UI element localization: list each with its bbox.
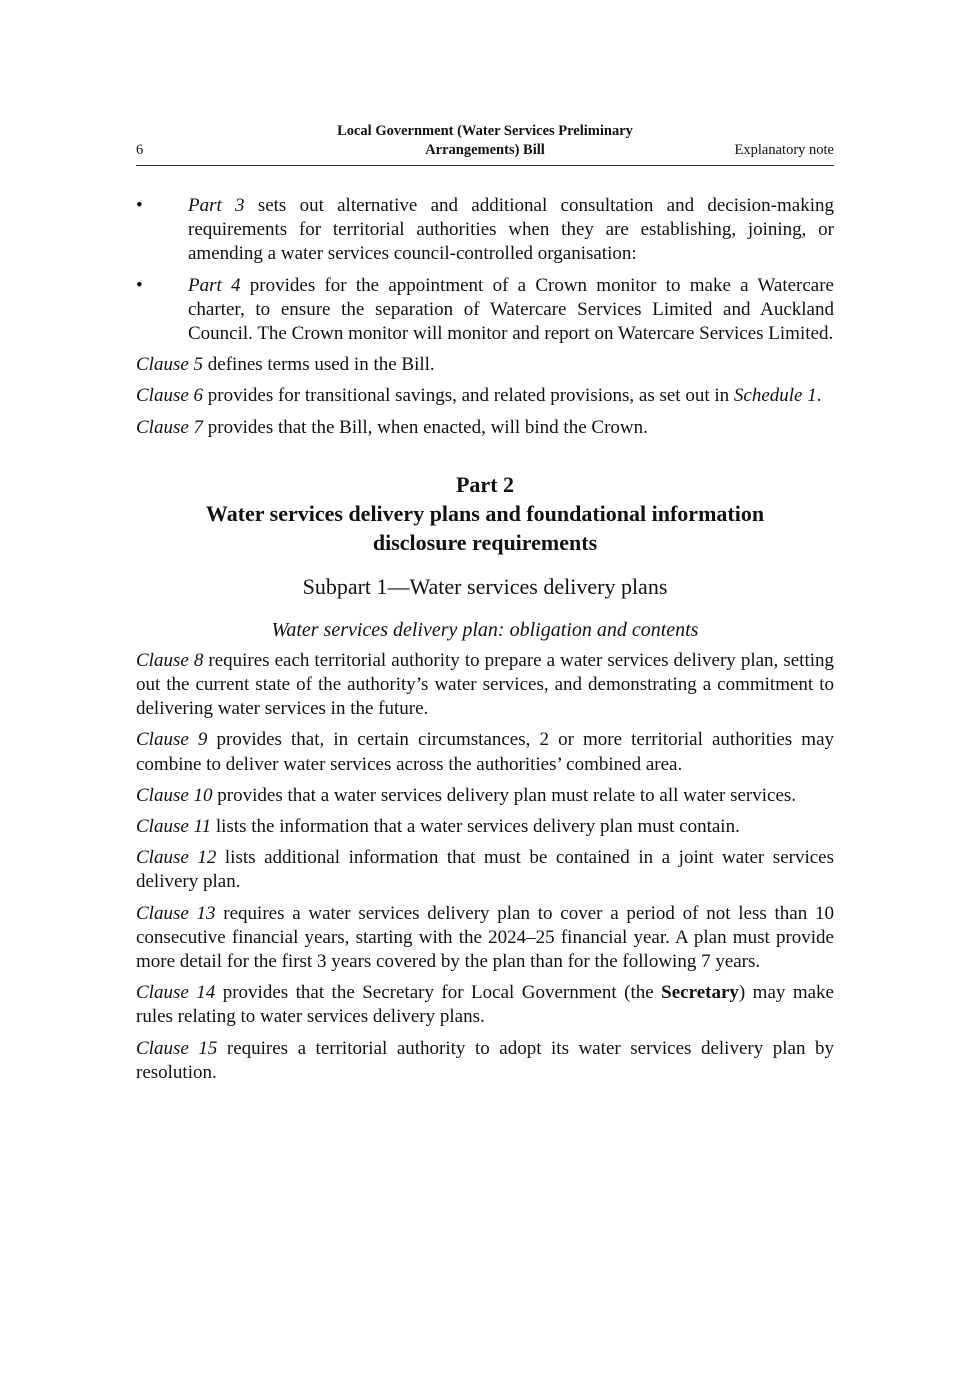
clause-paragraph: Clause 5 defines terms used in the Bill. bbox=[136, 354, 435, 376]
part-title: Water services delivery plans and foundational information disclosure requirements bbox=[205, 500, 765, 555]
part-label: Part 2 bbox=[455, 471, 515, 497]
clause-paragraph: Clause 10 provides that a water services delivery plan must relate to all water services. bbox=[136, 784, 797, 806]
running-header bbox=[136, 121, 834, 166]
clause-paragraph: Clause 8 requires each territorial authority to prepare a water services delivery plan, setting out the current state of the authority’s water services, and demonstrating a commitment to delivering water services in the future. bbox=[136, 649, 835, 720]
subpart-heading: Subpart 1—Water services delivery plans bbox=[302, 573, 668, 599]
clause-paragraph: Clause 6 provides for transitional savings, and related provisions, as set out in Schedule 1. bbox=[136, 385, 822, 407]
section-subheading: Water services delivery plan: obligation and contents bbox=[271, 618, 699, 641]
clause-paragraph: Clause 9 provides that, in certain circumstances, 2 or more territorial authorities may combine to deliver water services across the authorities’ combined area. bbox=[136, 729, 835, 775]
document-body bbox=[136, 194, 834, 1092]
bullet-item: • Part 3 sets out alternative and additional consultation and decision-making requirements for territorial authorities when they are establishing, joining, or amending a water services council-controlled organisation: bbox=[136, 195, 834, 265]
clause-paragraph: Clause 15 requires a territorial authority to adopt its water services delivery plan by resolution. bbox=[136, 1037, 835, 1083]
bullet-item: • Part 4 provides for the appointment of a Crown monitor to make a Watercare charter, to ensure the separation of Watercare Services Limited and Auckland Council. The Crown monitor will monitor and report on Watercare Services Limited. bbox=[136, 274, 834, 345]
clause-paragraph: Clause 7 provides that the Bill, when enacted, will bind the Crown. bbox=[136, 416, 648, 438]
header-section: Explanatory note bbox=[734, 142, 834, 158]
page-number: 6 bbox=[136, 142, 144, 158]
clause-paragraph: Clause 12 lists additional information that must be contained in a joint water services delivery plan. bbox=[136, 847, 834, 893]
clause-paragraph: Clause 14 provides that the Secretary for Local Government (the Secretary) may make rules relating to water services delivery plans. bbox=[136, 982, 834, 1028]
header-title: Local Government (Water Services Preliminary Arrangements) Bill bbox=[337, 123, 633, 158]
clause-paragraph: Clause 13 requires a water services delivery plan to cover a period of not less than 10 consecutive financial years, starting with the 2024–25 financial year. A plan must provide more detail for the first 3 years covered by the plan than for the following 7 years. bbox=[136, 902, 834, 973]
clause-paragraph: Clause 11 lists the information that a water services delivery plan must contain. bbox=[136, 816, 740, 838]
